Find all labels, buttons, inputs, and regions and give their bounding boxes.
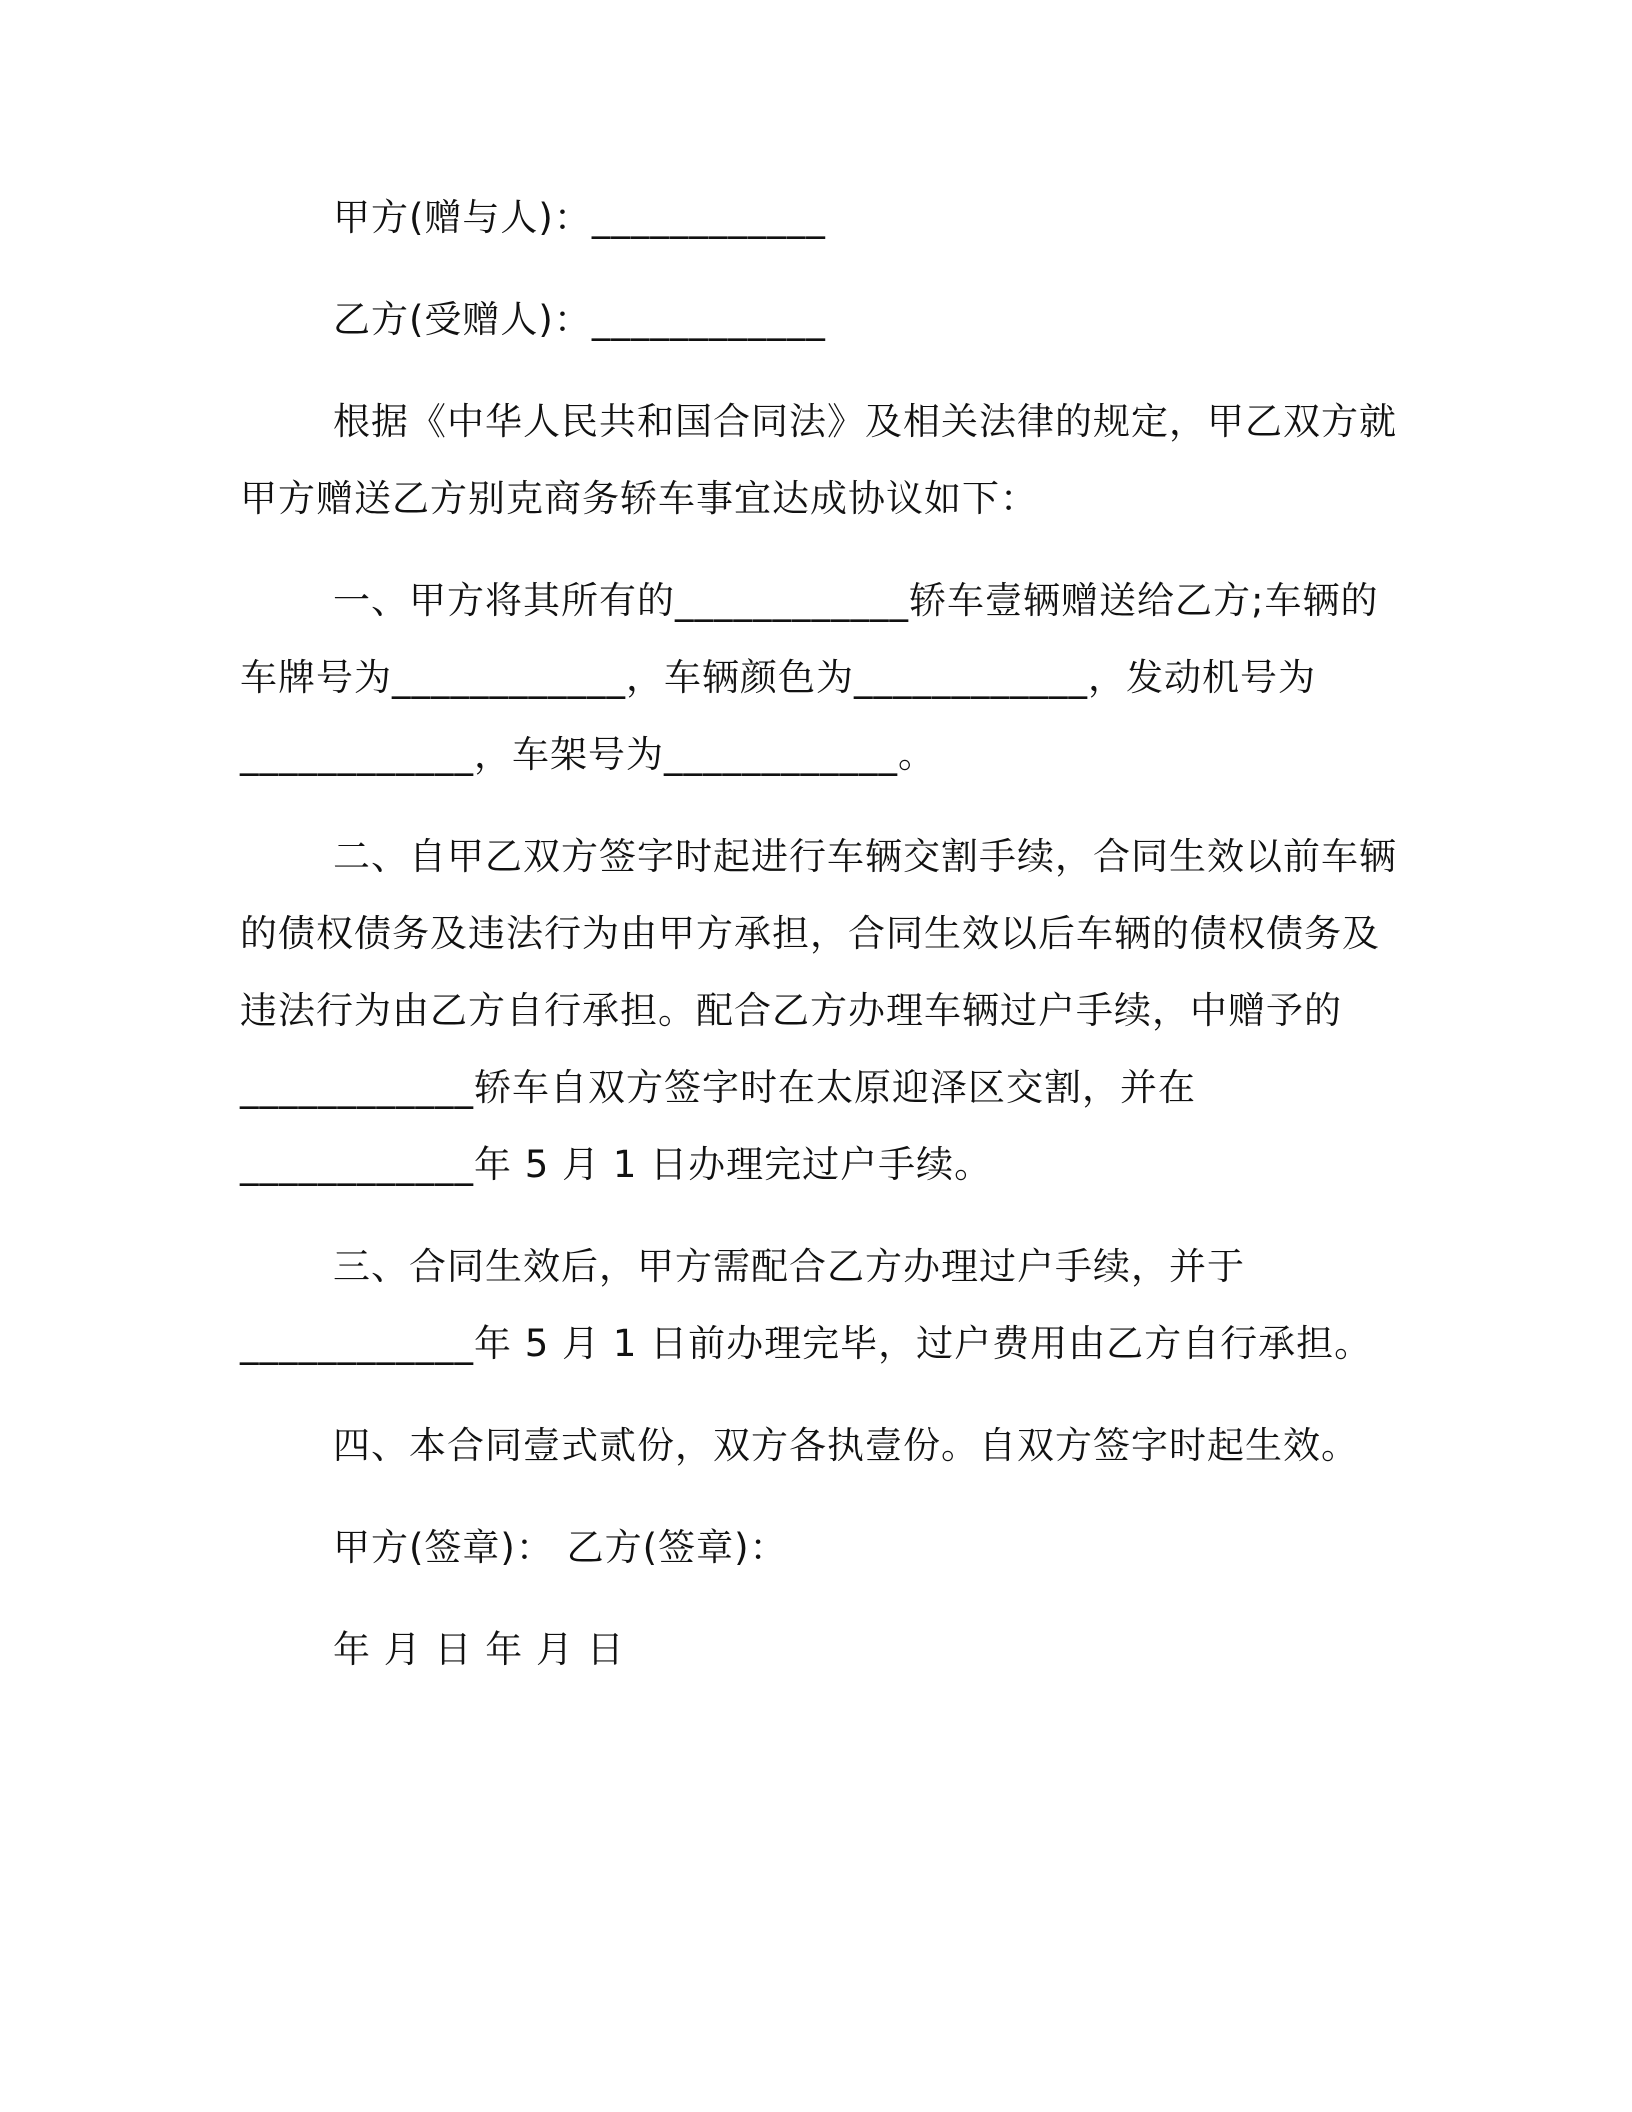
- signature-line: 甲方(签章)： 乙方(签章)：: [333, 1526, 788, 1569]
- clause-3-line-2: ____________年 5 月 1 日前办理完毕，过户费用由乙方自行承担。: [240, 1322, 1373, 1365]
- clause-2-line-3: 违法行为由乙方自行承担。配合乙方办理车辆过户手续，中赠予的: [240, 989, 1342, 1032]
- preamble-line-1: 根据《中华人民共和国合同法》及相关法律的规定，甲乙双方就: [333, 400, 1397, 443]
- clause-4-line: 四、本合同壹式贰份，双方各执壹份。自双方签字时起生效。: [333, 1424, 1359, 1467]
- clause-2-line-4: ____________轿车自双方签字时在太原迎泽区交割，并在: [240, 1066, 1196, 1109]
- clause-1-line-1: 一、甲方将其所有的____________轿车壹辆赠送给乙方;车辆的: [333, 579, 1379, 622]
- clause-2-line-2: 的债权债务及违法行为由甲方承担，合同生效以后车辆的债权债务及: [240, 912, 1380, 955]
- preamble-line-2: 甲方赠送乙方别克商务轿车事宜达成协议如下：: [240, 477, 1038, 520]
- date-line: 年 月 日 年 月 日: [333, 1628, 625, 1671]
- clause-1-line-2: 车牌号为____________，车辆颜色为____________，发动机号为: [240, 656, 1316, 699]
- clause-3-line-1: 三、合同生效后，甲方需配合乙方办理过户手续，并于: [333, 1245, 1245, 1288]
- clause-2-line-5: ____________年 5 月 1 日办理完过户手续。: [240, 1143, 993, 1186]
- clause-1-line-3: ____________，车架号为____________。: [240, 733, 936, 776]
- party-a-donor-line: 甲方(赠与人)：____________: [333, 196, 826, 239]
- clause-2-line-1: 二、自甲乙双方签字时起进行车辆交割手续，合同生效以前车辆: [333, 835, 1397, 878]
- party-b-donee-line: 乙方(受赠人)：____________: [333, 298, 826, 341]
